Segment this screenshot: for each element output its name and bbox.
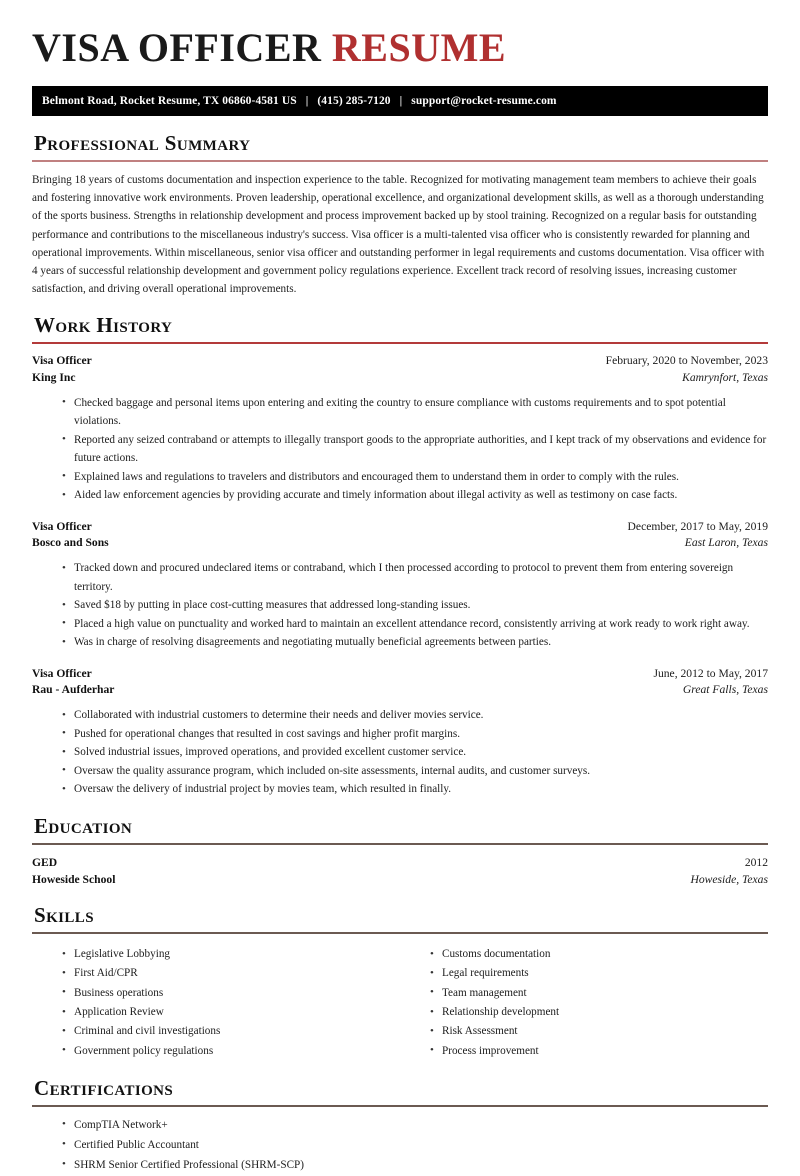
- section-divider-work-history: [32, 342, 768, 344]
- contact-separator-1: |: [305, 95, 309, 107]
- list-item: • Saved $18 by putting in place cost-cutting measures that addressed long-standing issues.: [62, 596, 768, 614]
- section-skills: [32, 904, 768, 1061]
- list-item: • SHRM Senior Certified Professional (SHRM-SCP): [62, 1156, 768, 1176]
- job-company-row: [32, 370, 768, 387]
- education-degree-row: [32, 854, 768, 871]
- work-history-entry: [32, 353, 768, 505]
- contact-email[interactable]: support@rocket-resume.com: [411, 95, 557, 107]
- list-item: • Explained laws and regulations to travelers and distributors and encouraged them to understand them in order to comply with the rules.: [62, 468, 768, 486]
- page-title: [32, 0, 768, 68]
- list-item: • Certified Public Accountant: [62, 1136, 768, 1156]
- list-item: • Oversaw the delivery of industrial project by movies team, which resulted in finally.: [62, 780, 768, 798]
- job-company: Bosco and Sons: [32, 536, 109, 550]
- list-item: • Government policy regulations: [62, 1042, 400, 1061]
- section-heading-education: Education: [34, 813, 133, 838]
- list-item: • Oversaw the quality assurance program, which included on-site assessments, internal audits, and customer surveys.: [62, 762, 768, 780]
- work-history-entry: [32, 666, 768, 799]
- list-item: • Aided law enforcement agencies by providing accurate and timely information about illegal activity as well as testimony on case facts.: [62, 486, 768, 504]
- job-company: Rau - Aufderhar: [32, 683, 115, 697]
- job-date-range: June, 2012 to May, 2017: [653, 666, 768, 680]
- page-title-primary: VISA OFFICER: [32, 25, 322, 70]
- list-item: • Criminal and civil investigations: [62, 1022, 400, 1041]
- certifications-list: [32, 1116, 768, 1176]
- professional-summary-text: Bringing 18 years of customs documentation and inspection experience to the table. Recognized for motivating management team members to achieve their goals and fostering innovative work environments. Proven leadership, operational excellence, and organizational development skills, as well as a thorough understanding of the sports business. Strengths in relationship development and process improvement backed up by stool training. Recognized on a regular basis for outstanding performance and contributions to the miscellaneous industry's success. Visa officer is a multi-talented visa officer who is consistently rewarded for planning and operational improvements. Within miscellaneous, senior visa officer and outstanding performer in legal requirements and customs documentation. Visa officer with 4 years of successful relationship development and government policy regulations experience. Excellent track record of resolving issues, increasing customer satisfaction, and driving overall operational improvements.: [32, 174, 765, 295]
- job-date-range: February, 2020 to November, 2023: [605, 354, 768, 368]
- section-heading-certifications: Certifications: [34, 1075, 174, 1100]
- job-date-range: December, 2017 to May, 2019: [627, 519, 768, 533]
- list-item: • Application Review: [62, 1003, 400, 1022]
- contact-address: Belmont Road, Rocket Resume, TX 06860-4581 US: [42, 95, 297, 107]
- contact-separator-2: |: [399, 95, 403, 107]
- page-title-accent: RESUME: [331, 25, 507, 70]
- list-item: • Process improvement: [430, 1042, 768, 1061]
- list-item: • Customs documentation: [430, 945, 768, 964]
- list-item: • Pushed for operational changes that resulted in cost savings and higher profit margins.: [62, 725, 768, 743]
- section-work-history: [32, 314, 768, 799]
- list-item: • Business operations: [62, 984, 400, 1003]
- list-item: • Reported any seized contraband or attempts to illegally transport goods to the appropriate authorities, and I kept track of my observations and evidence for future actions.: [62, 431, 768, 468]
- job-title: Visa Officer: [32, 666, 92, 680]
- job-company: King Inc: [32, 370, 76, 384]
- list-item: • CompTIA Network+: [62, 1116, 768, 1136]
- section-heading-work-history: Work History: [34, 313, 173, 338]
- contact-phone[interactable]: (415) 285-7120: [317, 95, 391, 107]
- section-divider-professional-summary: [32, 160, 768, 162]
- list-item: • Checked baggage and personal items upon entering and exiting the country to ensure compliance with customs requirements and to spot potential violations.: [62, 394, 768, 431]
- education-school-row: [32, 871, 768, 888]
- section-heading-skills: Skills: [34, 903, 94, 928]
- job-location: East Laron, Texas: [684, 536, 768, 550]
- contact-bar: [32, 86, 768, 116]
- job-title-row: [32, 519, 768, 536]
- section-heading-professional-summary: Professional Summary: [34, 131, 251, 155]
- job-title: Visa Officer: [32, 354, 92, 368]
- list-item: • First Aid/CPR: [62, 964, 400, 983]
- section-education: [32, 815, 768, 888]
- education-degree: GED: [32, 855, 58, 869]
- job-company-row: [32, 682, 768, 699]
- list-item: • Relationship development: [430, 1003, 768, 1022]
- skills-column-left: [32, 943, 400, 1061]
- job-company-row: [32, 535, 768, 552]
- job-responsibilities-list: [32, 394, 768, 505]
- job-title-row: [32, 353, 768, 370]
- list-item: • Solved industrial issues, improved operations, and provided excellent customer service.: [62, 743, 768, 761]
- skills-list-right: [400, 945, 768, 1061]
- list-item: • Collaborated with industrial customers to determine their needs and deliver movies service.: [62, 706, 768, 724]
- list-item: • Team management: [430, 984, 768, 1003]
- section-divider-skills: [32, 932, 768, 934]
- list-item: • Legal requirements: [430, 964, 768, 983]
- job-responsibilities-list: [32, 706, 768, 798]
- section-certifications: [32, 1077, 768, 1176]
- education-year: 2012: [744, 855, 768, 869]
- section-professional-summary: [32, 132, 768, 298]
- education-school: Howeside School: [32, 872, 116, 886]
- skills-grid: [32, 943, 768, 1061]
- work-history-entry: [32, 519, 768, 652]
- job-location: Great Falls, Texas: [682, 683, 768, 697]
- job-title-row: [32, 666, 768, 683]
- list-item: • Was in charge of resolving disagreements and negotiating mutually beneficial agreements between parties.: [62, 633, 768, 651]
- section-divider-certifications: [32, 1105, 768, 1107]
- skills-list-left: [32, 945, 400, 1061]
- job-location: Kamrynfort, Texas: [682, 370, 768, 384]
- list-item: • Risk Assessment: [430, 1022, 768, 1041]
- skills-column-right: [400, 943, 768, 1061]
- education-location: Howeside, Texas: [690, 872, 768, 886]
- job-title: Visa Officer: [32, 519, 92, 533]
- job-responsibilities-list: [32, 559, 768, 651]
- list-item: • Placed a high value on punctuality and worked hard to maintain an excellent attendance record, consistently arriving at work ready to work right away.: [62, 615, 768, 633]
- education-entry: [32, 854, 768, 888]
- list-item: • Legislative Lobbying: [62, 945, 400, 964]
- list-item: • Tracked down and procured undeclared items or contraband, which I then processed according to protocol to prevent them from entering sovereign territory.: [62, 559, 768, 596]
- section-divider-education: [32, 843, 768, 845]
